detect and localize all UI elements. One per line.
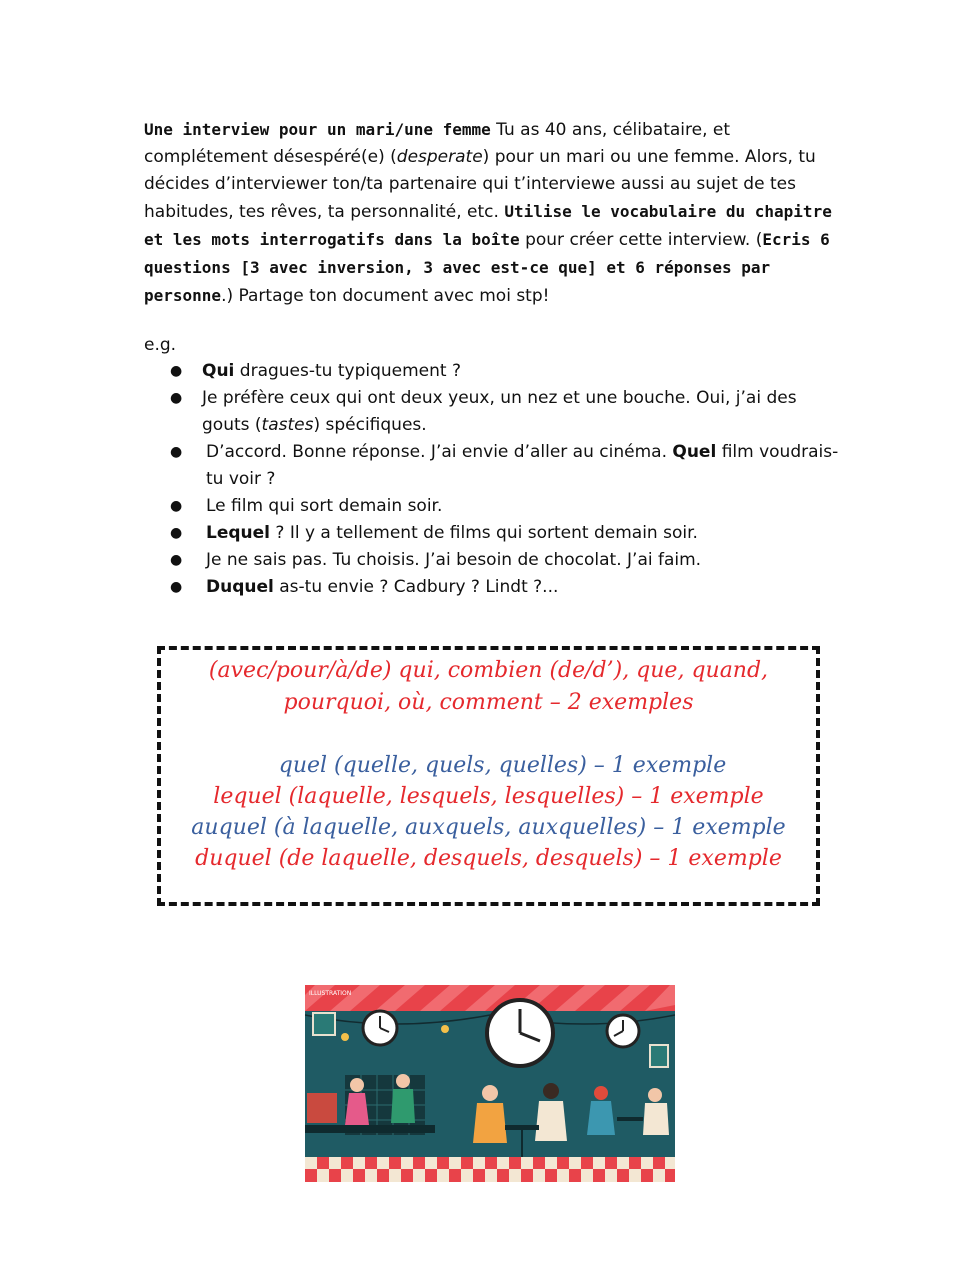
bullet-icon: ● (170, 579, 183, 595)
clock-icon (487, 1000, 553, 1066)
desperate-translation: desperate (396, 147, 483, 167)
box-line-auquel: auquel (à laquelle, auxquels, auxquelles) – 1 exemple (191, 815, 786, 840)
list-item: ● Je préfère ceux qui ont deux yeux, un nez et une bouche. Oui, j’ai des gouts (tastes) spécifiques. (170, 385, 840, 439)
box-line-duquel: duquel (de laquelle, desquels, desquels) – 1 exemple (195, 846, 782, 871)
clock-icon (363, 1011, 397, 1045)
bullet-icon: ● (170, 525, 183, 541)
instructions-paragraph: Une interview pour un mari/une femme Tu as 40 ans, célibataire, et complétement désespéré(e) (desperate) pour un mari ou une femme. Alors, tu décides d’interviewer ton/ta partenaire qui t’interviewe aussi au sujet de tes habitudes, tes rêves, ta personnalité, etc. Utilise le vocabulaire du chapitre et les mots interrogatifs dans la boîte pour créer cette interview. (Ecris 6 questions [3 avec inversion, 3 avec est-ce que] et 6 réponses par personne.) Partage ton document avec moi stp! (144, 120, 832, 306)
bullet-icon: ● (170, 444, 183, 460)
cafe-dating-illustration (305, 985, 675, 1182)
list-item: ● Je ne sais pas. Tu choisis. J’ai besoin de chocolat. J’ai faim. (170, 547, 840, 574)
bullet-icon: ● (170, 363, 183, 379)
list-item: ● Lequel ? Il y a tellement de films qui sortent demain soir. (170, 520, 840, 547)
interrogative-words-box (157, 646, 820, 906)
list-item: ● Le film qui sort demain soir. (170, 493, 840, 520)
box-line-lequel: lequel (laquelle, lesquels, lesquelles) – 1 exemple (213, 784, 764, 809)
instructions-title: Une interview pour un mari/une femme (144, 120, 491, 139)
box-line-2: pourquoi, où, comment – 2 exemples (283, 690, 694, 715)
list-item: ● D’accord. Bonne réponse. J’ai envie d’aller au cinéma. Quel film voudrais-tu voir ? (170, 439, 840, 493)
cafe-scene-image (305, 985, 675, 1182)
box-line-quel: quel (quelle, quels, quelles) – 1 exemple (278, 753, 727, 778)
bullet-icon: ● (170, 498, 183, 514)
bullet-icon: ● (170, 390, 183, 406)
list-item: ● Qui dragues-tu typiquement ? (170, 358, 840, 385)
example-dialogue-list (170, 358, 840, 601)
illustration-logo: ILLUSTRATION (309, 990, 352, 997)
list-item: ● Duquel as-tu envie ? Cadbury ? Lindt ?... (170, 574, 840, 601)
questions-instruction: Ecris 6 questions [3 avec inversion, 3 avec est-ce que] et 6 réponses par personne (144, 230, 830, 305)
bullet-icon: ● (170, 552, 183, 568)
box-line-1: (avec/pour/à/de) qui, combien (de/d’), que, quand, (208, 658, 769, 683)
vocab-instruction: Utilise le vocabulaire du chapitre et les mots interrogatifs dans la boîte (144, 202, 832, 249)
clock-icon (607, 1015, 639, 1047)
example-label: e.g. (144, 335, 177, 355)
